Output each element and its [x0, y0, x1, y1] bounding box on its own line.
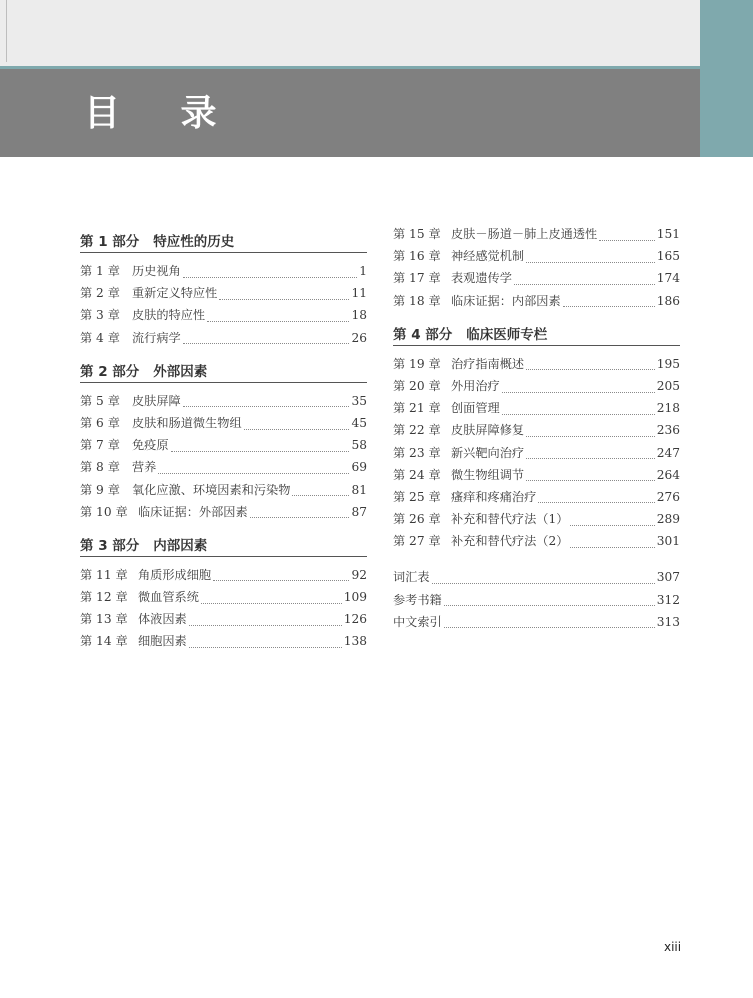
chapter-title: 体液因素	[138, 612, 187, 627]
chapter-title: 创面管理	[451, 401, 500, 416]
dot-leader	[171, 441, 350, 452]
page-title: 目 录	[84, 93, 241, 134]
page-number: 174	[656, 271, 680, 286]
toc-entry[interactable]	[80, 564, 367, 586]
chapter-number: 第 26 章	[393, 512, 441, 527]
dot-leader	[502, 382, 655, 393]
chapter-number: 第 16 章	[393, 249, 441, 264]
toc-entry[interactable]	[80, 501, 367, 523]
dot-leader	[201, 593, 342, 604]
chapter-number: 第 18 章	[393, 293, 441, 308]
dot-leader	[570, 537, 654, 548]
page-number: 195	[656, 356, 680, 371]
section-title: 词汇表	[393, 570, 430, 585]
toc-entry[interactable]	[80, 260, 367, 282]
chapter-number: 第 27 章	[393, 534, 441, 549]
page-number: 69	[351, 460, 367, 475]
chapter-title: 皮肤和肠道微生物组	[132, 415, 242, 430]
dot-leader	[244, 419, 350, 430]
dot-leader	[432, 573, 655, 584]
chapter-number: 第 11 章	[80, 567, 128, 582]
chapter-number: 第 5 章	[80, 393, 120, 408]
toc-entry[interactable]	[393, 530, 680, 552]
page-number: 276	[656, 489, 680, 504]
chapter-title: 流行病学	[132, 330, 181, 345]
page-number: 81	[351, 482, 367, 497]
chapter-title: 治疗指南概述	[451, 356, 525, 371]
page-number: 264	[656, 467, 680, 482]
toc-entry[interactable]	[80, 327, 367, 349]
chapter-number: 第 7 章	[80, 438, 120, 453]
toc-entry[interactable]	[393, 442, 680, 464]
toc-entry[interactable]	[80, 479, 367, 501]
page-number: 247	[656, 445, 680, 460]
page-number: 18	[351, 308, 367, 323]
header-band-edge	[6, 0, 7, 62]
toc-entry-index[interactable]	[393, 611, 680, 633]
toc-entry[interactable]	[80, 412, 367, 434]
page-number: 138	[343, 634, 367, 649]
toc-entry[interactable]	[80, 456, 367, 478]
chapter-number: 第 9 章	[80, 482, 120, 497]
chapter-number: 第 12 章	[80, 590, 128, 605]
dot-leader	[526, 448, 655, 459]
page-number: 109	[343, 590, 367, 605]
toc-entry[interactable]	[80, 282, 367, 304]
chapter-title: 瘙痒和疼痛治疗	[451, 489, 537, 504]
toc-entry[interactable]	[393, 245, 680, 267]
page-number: 151	[656, 227, 680, 241]
toc-entry[interactable]	[80, 304, 367, 326]
toc-left-column	[80, 232, 367, 653]
part-heading	[80, 536, 367, 557]
chapter-title: 微血管系统	[138, 590, 199, 605]
section-title: 中文索引	[393, 614, 442, 629]
chapter-number: 第 2 章	[80, 286, 120, 301]
toc-entry[interactable]	[80, 390, 367, 412]
dot-leader	[250, 507, 350, 518]
toc-entry[interactable]	[80, 434, 367, 456]
chapter-title: 历史视角	[132, 264, 181, 278]
chapter-title: 重新定义特应性	[132, 286, 218, 301]
part-heading	[393, 325, 680, 346]
chapter-title: 角质形成细胞	[138, 567, 212, 582]
chapter-number: 第 24 章	[393, 467, 441, 482]
dot-leader	[570, 515, 654, 526]
chapter-title: 临床证据：内部因素	[451, 293, 561, 308]
page-number: 92	[351, 567, 367, 582]
chapter-title: 皮肤的特应性	[132, 308, 206, 323]
toc-entry[interactable]	[393, 375, 680, 397]
part-title: 外部因素	[153, 363, 208, 380]
toc-entry[interactable]	[393, 508, 680, 530]
chapter-number: 第 17 章	[393, 271, 441, 286]
toc-entry-references[interactable]	[393, 589, 680, 611]
chapter-number: 第 14 章	[80, 634, 128, 649]
part-number: 第 3 部分	[80, 537, 140, 554]
dot-leader	[292, 485, 349, 496]
chapter-number: 第 21 章	[393, 401, 441, 416]
page-number: 312	[656, 592, 680, 607]
toc-entry-glossary[interactable]	[393, 566, 680, 588]
dot-leader	[183, 333, 350, 344]
dot-leader	[526, 359, 655, 370]
dot-leader	[158, 463, 349, 474]
page-number: 165	[656, 249, 680, 264]
header-band	[0, 0, 700, 66]
toc-entry[interactable]	[393, 353, 680, 375]
page-number: 35	[351, 393, 367, 408]
page-number: 313	[656, 614, 680, 629]
chapter-title: 补充和替代疗法（1）	[451, 512, 569, 527]
chapter-number: 第 19 章	[393, 356, 441, 371]
page-number: 58	[351, 438, 367, 453]
chapter-number: 第 22 章	[393, 423, 441, 438]
page-number: 301	[656, 534, 680, 549]
chapter-title: 新兴靶向治疗	[451, 445, 525, 460]
chapter-number: 第 8 章	[80, 460, 120, 475]
chapter-number: 第 4 章	[80, 330, 120, 345]
part-heading	[80, 362, 367, 383]
chapter-number: 第 3 章	[80, 308, 120, 323]
dot-leader	[183, 267, 357, 278]
dot-leader	[526, 252, 655, 263]
toc-entry[interactable]	[393, 419, 680, 441]
toc-entry[interactable]	[393, 397, 680, 419]
chapter-title: 神经感觉机制	[451, 249, 525, 264]
dot-leader	[219, 289, 349, 300]
chapter-title: 皮肤屏障	[132, 393, 181, 408]
part-title: 内部因素	[153, 537, 208, 554]
part-heading	[80, 232, 367, 253]
chapter-title: 氧化应激、环境因素和污染物	[132, 482, 291, 497]
dot-leader	[514, 274, 655, 285]
page-number: 1	[359, 264, 367, 278]
page-number: 205	[656, 378, 680, 393]
chapter-title: 补充和替代疗法（2）	[451, 534, 569, 549]
chapter-number: 第 1 章	[80, 264, 120, 278]
part-title: 临床医师专栏	[466, 326, 548, 343]
part-title: 特应性的历史	[153, 234, 235, 250]
chapter-title: 营养	[132, 460, 157, 475]
page-number: 126	[343, 612, 367, 627]
toc-entry[interactable]	[393, 290, 680, 312]
part-number: 第 1 部分	[80, 234, 140, 250]
chapter-number: 第 20 章	[393, 378, 441, 393]
dot-leader	[563, 296, 655, 307]
chapter-number: 第 6 章	[80, 415, 120, 430]
chapter-title: 临床证据：外部因素	[138, 504, 248, 519]
chapter-number: 第 10 章	[80, 504, 128, 519]
toc-entry[interactable]	[80, 630, 367, 652]
dot-leader	[526, 470, 655, 481]
dot-leader	[444, 617, 655, 628]
chapter-title: 免疫原	[132, 438, 169, 453]
toc-entry[interactable]	[393, 464, 680, 486]
page-number: 26	[351, 330, 367, 345]
dot-leader	[538, 492, 654, 503]
toc-entry[interactable]	[80, 608, 367, 630]
part-number: 第 4 部分	[393, 326, 453, 343]
page-folio: xiii	[664, 940, 682, 954]
part-number: 第 2 部分	[80, 363, 140, 380]
page-number: 186	[656, 293, 680, 308]
chapter-title: 表观遗传学	[451, 271, 512, 286]
dot-leader	[189, 637, 342, 648]
dot-leader	[183, 396, 350, 407]
page-number: 218	[656, 401, 680, 416]
toc-entry[interactable]	[393, 223, 680, 245]
dot-leader	[526, 426, 655, 437]
chapter-number: 第 13 章	[80, 612, 128, 627]
page-number: 87	[351, 504, 367, 519]
section-title: 参考书籍	[393, 592, 442, 607]
page-number: 236	[656, 423, 680, 438]
page-number: 289	[656, 512, 680, 527]
chapter-number: 第 15 章	[393, 227, 441, 241]
toc-entry[interactable]	[393, 267, 680, 289]
chapter-number: 第 23 章	[393, 445, 441, 460]
dot-leader	[213, 570, 349, 581]
page-number: 307	[656, 570, 680, 585]
chapter-title: 微生物组调节	[451, 467, 525, 482]
dot-leader	[444, 595, 655, 606]
page-number: 11	[351, 286, 367, 301]
chapter-title: 皮肤－肠道－肺上皮通透性	[451, 227, 598, 241]
dot-leader	[502, 404, 655, 415]
toc-entry[interactable]	[80, 586, 367, 608]
chapter-title: 外用治疗	[451, 378, 500, 393]
dot-leader	[599, 230, 654, 241]
dot-leader	[207, 311, 349, 322]
chapter-title: 细胞因素	[138, 634, 187, 649]
dot-leader	[189, 615, 342, 626]
chapter-title: 皮肤屏障修复	[451, 423, 525, 438]
toc-entry[interactable]	[393, 486, 680, 508]
chapter-number: 第 25 章	[393, 489, 441, 504]
side-accent-block	[700, 0, 753, 157]
page-number: 45	[351, 415, 367, 430]
toc-right-column	[393, 223, 680, 633]
